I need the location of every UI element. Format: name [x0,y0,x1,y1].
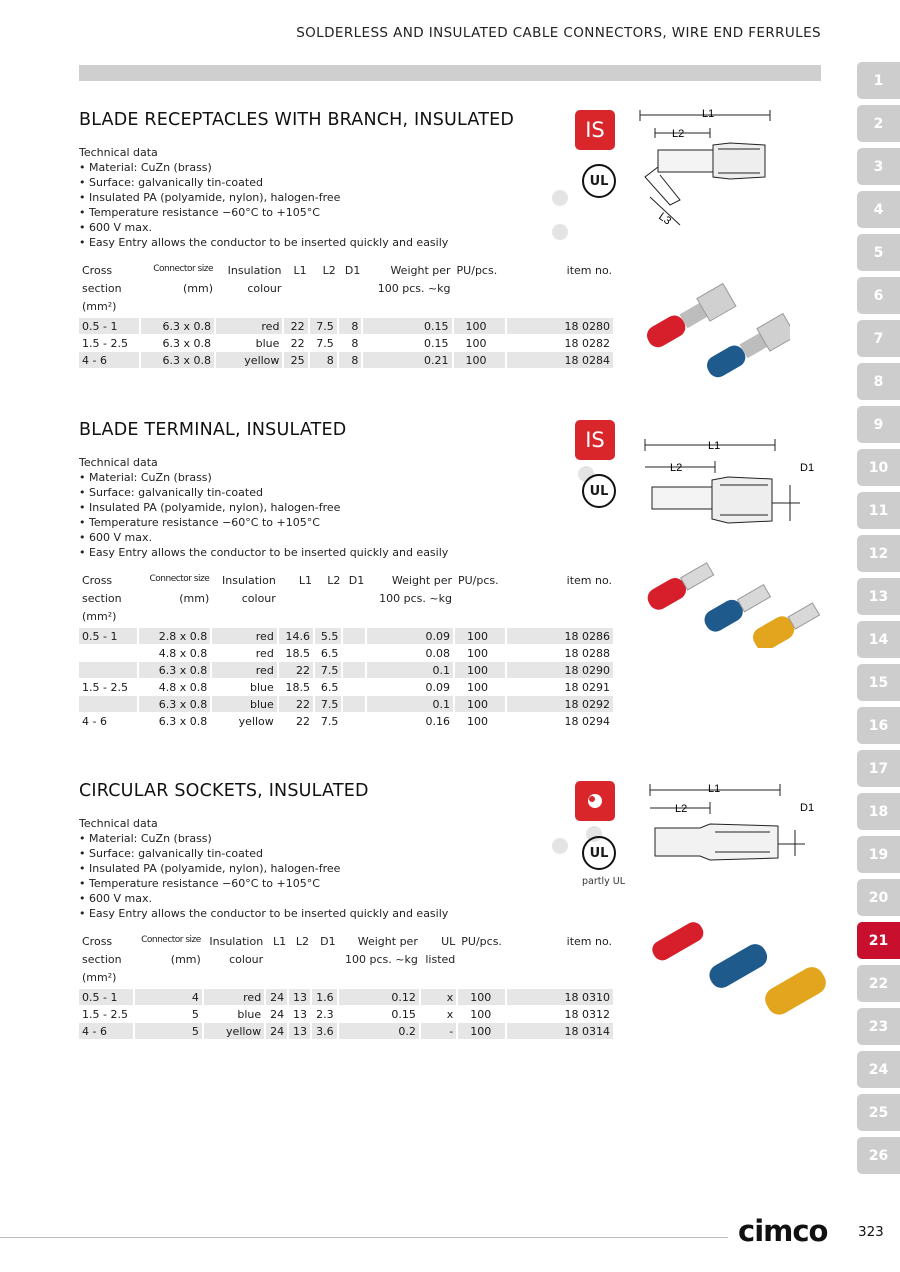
cell-item: 18 0288 [507,645,615,662]
chapter-tab-15[interactable]: 15 [857,664,900,701]
col-insulation-2: colour [229,953,264,966]
cell-w: 0.1 [367,696,455,713]
cell-pu: 100 [454,352,507,369]
cell-item: 18 0312 [507,1006,615,1023]
col-cross-unit: (mm²) [82,971,117,984]
cell-cross [79,645,139,662]
col-weight-2: 100 pcs. ~kg [379,592,452,605]
spec-table [79,574,615,730]
table-row [79,713,615,730]
chapter-tab-10[interactable]: 10 [857,449,900,486]
cell-ins: red [216,318,284,335]
cell-ins: blue [216,335,284,352]
cell-pu: 100 [455,628,507,645]
cell-d1 [343,628,367,645]
tech-line: • 600 V max. [79,221,152,234]
cell-pu: 100 [458,989,507,1006]
cell-pu: 100 [454,335,507,352]
drawing-blade-terminal [640,435,820,535]
cell-l1: 22 [284,318,309,335]
col-connector-unit: (mm) [170,953,201,966]
col-weight-2: 100 pcs. ~kg [377,282,451,295]
is-badge: IS [575,420,615,460]
col-connector-unit: (mm) [182,282,213,295]
cell-l1: 18.5 [279,679,315,696]
col-cross-2: section [82,282,122,295]
dim-l2: L2 [675,803,688,815]
photo-blade-receptacles [640,258,790,378]
brand-logo: cimco [738,1214,828,1248]
col-d1: D1 [320,935,336,948]
tech-line: • Material: CuZn (brass) [79,161,212,174]
col-cross: Cross [82,264,113,277]
cell-l1: 24 [266,989,289,1006]
ul-logo: UL [582,836,616,870]
chapter-tab-7[interactable]: 7 [857,320,900,357]
cell-w: 0.16 [367,713,455,730]
chapter-tabs [857,62,900,1180]
cell-ins: yellow [216,352,284,369]
cell-d1 [343,696,367,713]
dim-d1: D1 [800,802,815,814]
tech-line: • Material: CuZn (brass) [79,832,212,845]
col-connector: Connector size [141,935,201,945]
table-row [79,679,615,696]
tech-line: • Insulated PA (polyamide, nylon), halogen-free [79,862,341,875]
chapter-tab-18[interactable]: 18 [857,793,900,830]
col-l2: L2 [295,935,310,948]
cell-ins: yellow [212,713,279,730]
footer-line [0,1237,728,1238]
cell-conn: 6.3 x 0.8 [139,713,212,730]
cell-l2: 13 [289,989,312,1006]
chapter-tab-4[interactable]: 4 [857,191,900,228]
cell-ins: red [212,662,279,679]
col-l1: L1 [272,935,287,948]
cell-d1 [343,662,367,679]
chapter-tab-12[interactable]: 12 [857,535,900,572]
col-cross-2: section [82,592,122,605]
cell-item: 18 0284 [507,352,615,369]
cell-l2: 8 [310,352,339,369]
cell-item: 18 0282 [507,335,615,352]
cell-item: 18 0286 [507,628,615,645]
cell-item: 18 0294 [507,713,615,730]
cell-l2: 7.5 [315,662,343,679]
chapter-tab-11[interactable]: 11 [857,492,900,529]
grey-dot [552,224,568,240]
badge-symbol-icon [583,789,607,813]
cell-pu: 100 [455,696,507,713]
col-insulation: Insulation [209,935,264,948]
cell-cross: 0.5 - 1 [79,989,135,1006]
col-weight: Weight per [357,935,418,948]
tech-line: • Material: CuZn (brass) [79,471,212,484]
cell-ins: red [212,628,279,645]
tech-line: • Easy Entry allows the conductor to be inserted quickly and easily [79,236,449,249]
cell-d1: 8 [339,352,364,369]
cell-conn: 2.8 x 0.8 [139,628,212,645]
cell-w: 0.15 [363,335,453,352]
cell-item: 18 0290 [507,662,615,679]
section-title: BLADE RECEPTACLES WITH BRANCH, INSULATED [79,110,515,130]
cell-l1: 14.6 [279,628,315,645]
cell-w: 0.09 [367,628,455,645]
tech-line: • Insulated PA (polyamide, nylon), halogen-free [79,501,341,514]
col-pu: PU/pcs. [456,264,498,277]
cell-w: 0.1 [367,662,455,679]
col-connector: Connector size [149,574,210,584]
photo-blade-terminals [645,548,825,648]
cell-w: 0.08 [367,645,455,662]
cell-d1 [343,645,367,662]
cell-conn: 4.8 x 0.8 [139,679,212,696]
cell-l1: 24 [266,1023,289,1040]
cell-pu: 100 [458,1006,507,1023]
drawing-blade-receptacle-branch [630,105,780,235]
page-number: 323 [858,1224,884,1240]
tech-label: Technical data [79,146,158,159]
cell-ul: - [421,1023,458,1040]
chapter-tab-24[interactable]: 24 [857,1051,900,1088]
cell-cross: 0.5 - 1 [79,628,139,645]
cell-pu: 100 [455,645,507,662]
dim-l2: L2 [672,128,685,140]
tech-label: Technical data [79,456,158,469]
table-row [79,696,615,713]
photo-circular-sockets [645,905,835,1015]
technical-data [79,816,619,921]
tech-line: • Insulated PA (polyamide, nylon), halogen-free [79,191,341,204]
chapter-tab-13[interactable]: 13 [857,578,900,615]
cell-conn: 4 [135,989,204,1006]
ul-logo: UL [582,474,616,508]
tech-line: • Temperature resistance −60°C to +105°C [79,206,320,219]
tech-line: • 600 V max. [79,892,152,905]
chapter-tab-25[interactable]: 25 [857,1094,900,1131]
cell-cross: 1.5 - 2.5 [79,1006,135,1023]
cell-conn: 6.3 x 0.8 [141,318,216,335]
section-circular-sockets [79,781,619,1040]
col-item: item no. [566,264,612,277]
cell-ins: blue [212,679,279,696]
cell-l1: 22 [284,335,309,352]
dim-l3: L3 [656,210,674,228]
technical-data [79,455,619,560]
tech-line: • Temperature resistance −60°C to +105°C [79,516,320,529]
cell-pu: 100 [455,679,507,696]
table-row [79,645,615,662]
cell-l1: 22 [279,662,315,679]
section-blade-receptacles [79,110,619,369]
cell-w: 0.15 [339,1006,421,1023]
tech-label: Technical data [79,817,158,830]
cell-cross: 4 - 6 [79,352,141,369]
col-ul: UL [441,935,456,948]
col-weight: Weight per [391,574,452,587]
is-badge [575,781,615,821]
dim-d1: D1 [800,462,815,474]
cell-cross: 0.5 - 1 [79,318,141,335]
cell-item: 18 0292 [507,696,615,713]
cell-cross: 4 - 6 [79,713,139,730]
cell-l2: 13 [289,1006,312,1023]
cell-l1: 24 [266,1006,289,1023]
col-insulation-2: colour [247,282,282,295]
tech-line: • Surface: galvanically tin-coated [79,847,263,860]
col-insulation: Insulation [227,264,282,277]
chapter-tab-21[interactable]: 21 [857,922,900,959]
technical-data [79,145,619,250]
table-row [79,989,615,1006]
chapter-tab-14[interactable]: 14 [857,621,900,658]
cell-ins: blue [204,1006,266,1023]
col-pu: PU/pcs. [461,935,502,948]
col-l1: L1 [298,574,312,587]
cell-ul: x [421,989,458,1006]
cell-d1 [343,679,367,696]
cell-l2: 5.5 [315,628,343,645]
col-cross-unit: (mm²) [82,610,117,623]
cell-cross: 1.5 - 2.5 [79,335,141,352]
dim-l1: L1 [708,440,721,452]
col-l2: L2 [327,574,341,587]
chapter-tab-2[interactable]: 2 [857,105,900,142]
col-cross: Cross [82,935,113,948]
cell-l1: 22 [279,696,315,713]
cell-d1: 3.6 [312,1023,339,1040]
col-ul-2: listed [425,953,456,966]
col-d1: D1 [344,264,361,277]
col-item: item no. [566,574,612,587]
cell-cross [79,662,139,679]
col-l1: L1 [293,264,307,277]
cell-l1: 25 [284,352,309,369]
col-insulation-2: colour [241,592,276,605]
header-bar [79,65,821,81]
col-cross-2: section [82,953,122,966]
dim-l2: L2 [670,462,683,474]
cell-pu: 100 [458,1023,507,1040]
col-cross-unit: (mm²) [82,300,117,313]
partly-ul-note: partly UL [582,876,626,887]
dim-l1: L1 [702,108,715,120]
cell-l2: 7.5 [315,713,343,730]
cell-w: 0.2 [339,1023,421,1040]
col-weight-2: 100 pcs. ~kg [345,953,418,966]
cell-item: 18 0310 [507,989,615,1006]
cell-item: 18 0314 [507,1023,615,1040]
cell-w: 0.12 [339,989,421,1006]
spec-table [79,264,615,369]
cell-d1 [343,713,367,730]
table-row [79,1023,615,1040]
cell-ins: blue [212,696,279,713]
cell-l2: 7.5 [315,696,343,713]
chapter-tab-20[interactable]: 20 [857,879,900,916]
table-row [79,662,615,679]
cell-l2: 6.5 [315,679,343,696]
chapter-tab-8[interactable]: 8 [857,363,900,400]
cell-ins: red [204,989,266,1006]
section-title: CIRCULAR SOCKETS, INSULATED [79,781,369,801]
chapter-tab-9[interactable]: 9 [857,406,900,443]
is-badge: IS [575,110,615,150]
cell-l2: 6.5 [315,645,343,662]
cell-pu: 100 [455,713,507,730]
col-connector-unit: (mm) [179,592,210,605]
cell-ins: yellow [204,1023,266,1040]
cell-l2: 7.5 [310,318,339,335]
tech-line: • Surface: galvanically tin-coated [79,176,263,189]
chapter-tab-26[interactable]: 26 [857,1137,900,1174]
table-row [79,1006,615,1023]
col-pu: PU/pcs. [457,574,499,587]
grey-dot [552,838,568,854]
table-row [79,335,615,352]
chapter-tab-17[interactable]: 17 [857,750,900,787]
drawing-circular-socket [640,780,820,880]
cell-conn: 6.3 x 0.8 [139,696,212,713]
cell-w: 0.15 [363,318,453,335]
chapter-tab-23[interactable]: 23 [857,1008,900,1045]
tech-line: • Temperature resistance −60°C to +105°C [79,877,320,890]
chapter-tab-6[interactable]: 6 [857,277,900,314]
grey-dot [552,190,568,206]
cell-w: 0.09 [367,679,455,696]
cell-d1: 1.6 [312,989,339,1006]
cell-l1: 22 [279,713,315,730]
cell-conn: 6.3 x 0.8 [139,662,212,679]
chapter-tab-1[interactable]: 1 [857,62,900,99]
cell-d1: 8 [339,335,364,352]
page-header-title: SOLDERLESS AND INSULATED CABLE CONNECTORS, WIRE END FERRULES [296,25,821,41]
col-cross: Cross [82,574,113,587]
cell-item: 18 0291 [507,679,615,696]
cell-ul: x [421,1006,458,1023]
chapter-tab-22[interactable]: 22 [857,965,900,1002]
table-row [79,628,615,645]
cell-l2: 7.5 [310,335,339,352]
cell-cross: 1.5 - 2.5 [79,679,139,696]
cell-conn: 5 [135,1006,204,1023]
section-title: BLADE TERMINAL, INSULATED [79,420,347,440]
col-insulation: Insulation [222,574,276,587]
chapter-tab-3[interactable]: 3 [857,148,900,185]
cell-d1: 2.3 [312,1006,339,1023]
cell-item: 18 0280 [507,318,615,335]
col-weight: Weight per [390,264,451,277]
cell-conn: 6.3 x 0.8 [141,352,216,369]
cell-ins: red [212,645,279,662]
cell-pu: 100 [454,318,507,335]
cell-conn: 4.8 x 0.8 [139,645,212,662]
tech-line: • Easy Entry allows the conductor to be inserted quickly and easily [79,546,449,559]
tech-line: • Surface: galvanically tin-coated [79,486,263,499]
chapter-tab-16[interactable]: 16 [857,707,900,744]
cell-conn: 6.3 x 0.8 [141,335,216,352]
col-l2: L2 [322,264,336,277]
col-d1: D1 [348,574,365,587]
cell-l1: 18.5 [279,645,315,662]
cell-d1: 8 [339,318,364,335]
col-connector: Connector size [153,264,213,274]
section-blade-terminal [79,420,619,730]
cell-pu: 100 [455,662,507,679]
table-row [79,352,615,369]
cell-conn: 5 [135,1023,204,1040]
dim-l1: L1 [708,783,721,795]
chapter-tab-19[interactable]: 19 [857,836,900,873]
table-row [79,318,615,335]
tech-line: • 600 V max. [79,531,152,544]
cell-l2: 13 [289,1023,312,1040]
cell-cross [79,696,139,713]
spec-table [79,935,615,1040]
col-item: item no. [566,935,612,948]
ul-logo: UL [582,164,616,198]
cell-w: 0.21 [363,352,453,369]
cell-cross: 4 - 6 [79,1023,135,1040]
tech-line: • Easy Entry allows the conductor to be inserted quickly and easily [79,907,449,920]
chapter-tab-5[interactable]: 5 [857,234,900,271]
